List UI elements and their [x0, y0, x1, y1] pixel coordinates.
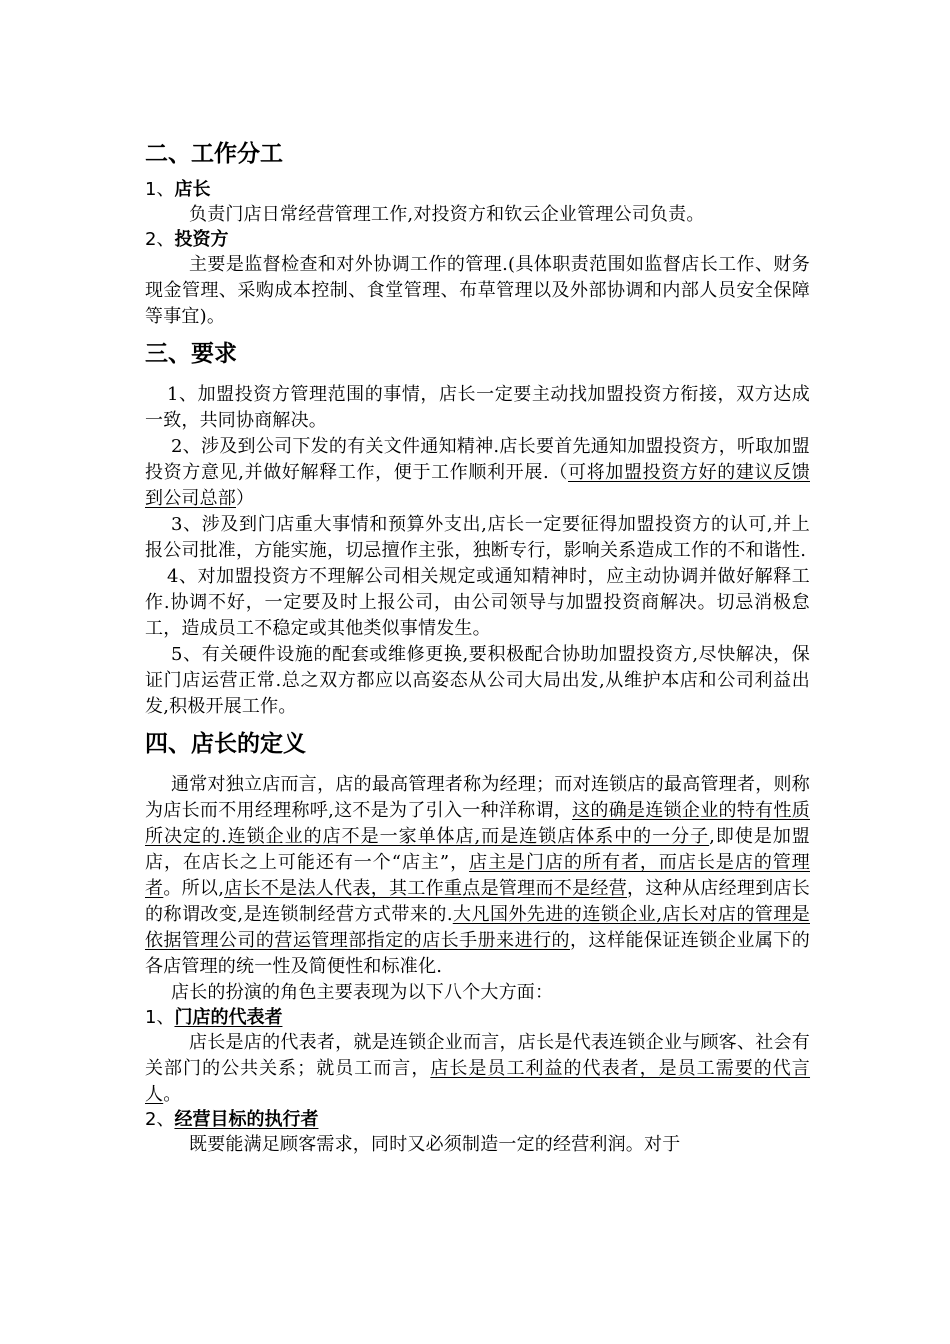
requirement-2-text: 2、涉及到公司下发的有关文件通知精神.店长要首先通知加盟投资方，听取加盟投资方意见,并做好解释工作，便于工作顺利开展.（ — [145, 436, 810, 483]
item-number: 1、 — [145, 1007, 175, 1028]
item-number: 2、 — [145, 1109, 175, 1130]
definition-text-4: ，这种从店经理到店长的称谓改变,是连锁制经营方式带来的. — [145, 878, 810, 925]
definition-text-2: ,即使是加盟店，在店长之上可能还有一个“店主”， — [145, 826, 811, 873]
definition-underlined-2: 店主是门店的所有者，而店长是店的管理者 — [145, 852, 810, 899]
definition-underlined-3: 店长不是法人代表，其工作重点是管理而不是经营 — [224, 878, 628, 899]
item-title: 经营目标的执行者 — [174, 1109, 319, 1130]
section-heading-store-manager-definition: 四、店长的定义 — [145, 731, 306, 757]
requirement-5: 5、有关硬件设施的配套或维修更换,要积极配合协助加盟投资方,尽快解决，保证门店运营正常.总之双方都应以高姿态从公司大局出发,从维护本店和公司利益出发,积极开展工作。 — [145, 644, 810, 717]
subheading-store-manager — [145, 178, 810, 202]
requirement-2-close: ） — [236, 488, 255, 509]
requirement-4: 4、对加盟投资方不理解公司相关规定或通知精神时，应主动协调并做好解释工作.协调不好，一定要及时上报公司，由公司领导与加盟投资商解决。切忌消极怠工，造成员工不稳定或其他类似事情发生。 — [145, 566, 810, 639]
section-heading-requirements: 三、要求 — [145, 341, 237, 367]
paragraph-store-manager-duty: 负责门店日常经营管理工作,对投资方和钦云企业管理公司负责。 — [189, 204, 705, 225]
role-1-text-1: 店长是店的代表者，就是连锁企业而言，店长是代表连锁企业与顾客、社会有关部门的公共关系；就员工而言， — [145, 1032, 810, 1079]
item-title: 投资方 — [174, 229, 229, 250]
item-number: 1、 — [145, 179, 175, 200]
definition-underlined-1: 这的确是连锁企业的特有性质所决定的.连锁企业的店不是一家单体店,而是连锁店体系中的一分子 — [145, 800, 810, 847]
role-2-paragraph: 既要能满足顾客需求，同时又必须制造一定的经营利润。对于 — [189, 1134, 681, 1155]
requirement-2-underlined: 可将加盟投资方好的建议反馈到公司总部 — [145, 462, 810, 509]
definition-text-3: 。所以, — [163, 878, 225, 899]
definition-text-1: 通常对独立店而言，店的最高管理者称为经理；而对连锁店的最高管理者，则称为店长而不用经理称呼,这不是为了引入一种洋称谓， — [145, 774, 810, 821]
item-title: 门店的代表者 — [174, 1007, 283, 1028]
subheading-role-1 — [145, 1006, 810, 1030]
role-1-underlined: 店长是员工利益的代表者，是员工需要的代言人 — [145, 1058, 811, 1105]
requirement-1: 1、加盟投资方管理范围的事情，店长一定要主动找加盟投资方衔接，双方达成一致，共同协商解决。 — [145, 384, 810, 431]
document-page — [145, 132, 810, 1158]
roles-intro: 店长的扮演的角色主要表现为以下八个大方面： — [171, 982, 554, 1003]
item-number: 2、 — [145, 229, 175, 250]
paragraph-investor-duty: 主要是监督检查和对外协调工作的管理.(具体职责范围如监督店长工作、财务现金管理、采购成本控制、食堂管理、布草管理以及外部协调和内部人员安全保障等事宜)。 — [145, 254, 810, 327]
item-title: 店长 — [174, 179, 211, 200]
role-1-text-2: 。 — [163, 1084, 182, 1105]
definition-underlined-4: 大凡国外先进的连锁企业,店长对店的管理是依据管理公司的营运管理部指定的店长手册来进行的 — [145, 904, 810, 951]
section-heading-work-division: 二、工作分工 — [145, 141, 283, 167]
role-1-paragraph — [145, 1030, 810, 1108]
requirement-2 — [145, 434, 810, 512]
subheading-role-2 — [145, 1108, 810, 1132]
definition-text-5: ，这样能保证连锁企业属下的各店管理的统一性及简便性和标准化. — [145, 930, 810, 977]
definition-paragraph — [145, 772, 810, 980]
subheading-investor — [145, 228, 810, 252]
requirement-3: 3、涉及到门店重大事情和预算外支出,店长一定要征得加盟投资方的认可,并上报公司批准，方能实施，切忌擅作主张，独断专行，影响关系造成工作的不和谐性. — [145, 514, 810, 561]
